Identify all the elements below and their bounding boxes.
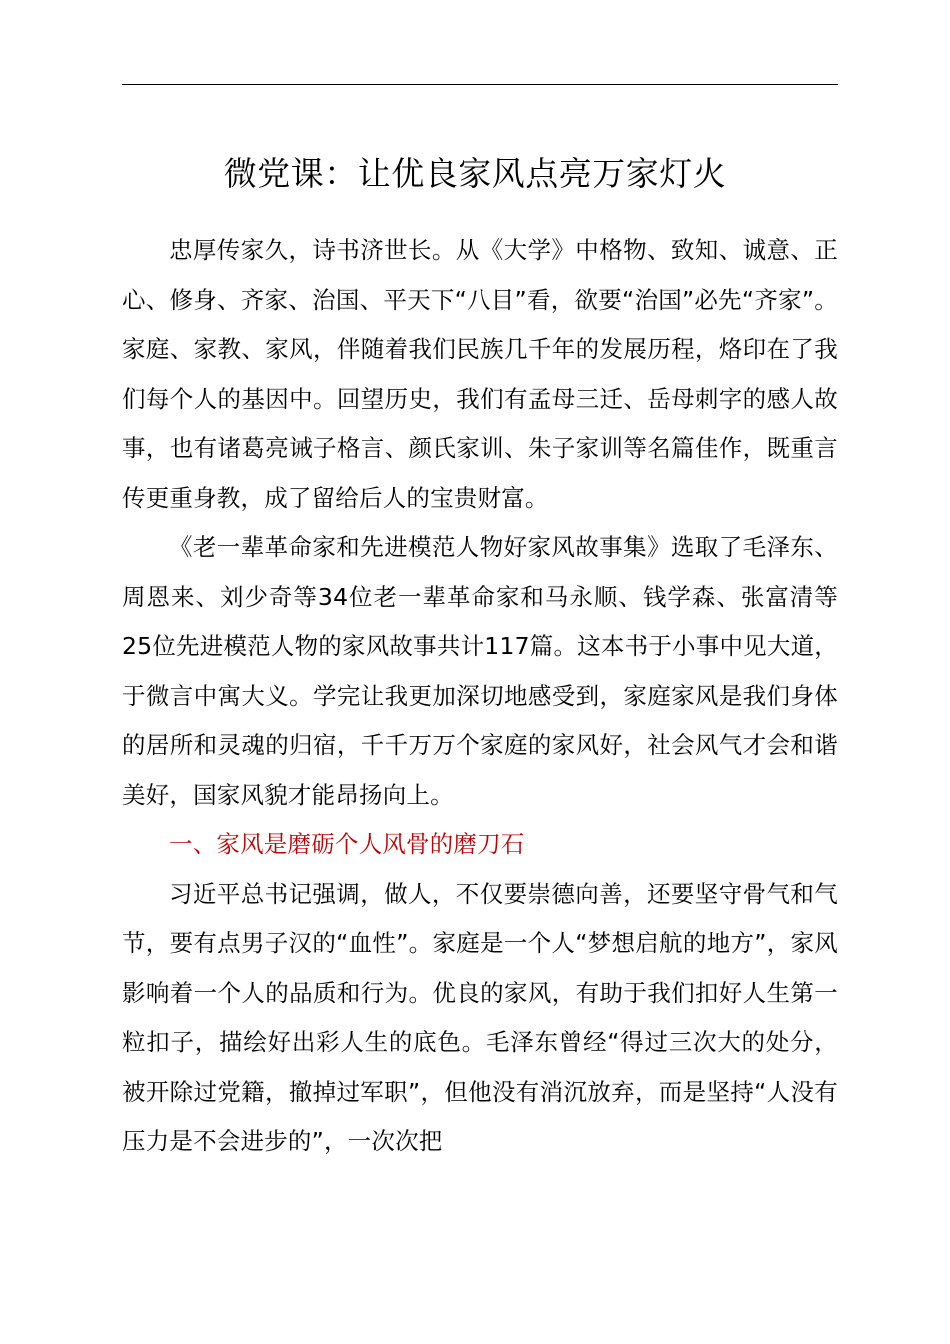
document-title: 微党课：让优良家风点亮万家灯火 (223, 154, 727, 193)
header-rule (122, 84, 838, 85)
paragraph-intro: 忠厚传家久，诗书济世长。从《大学》中格物、致知、诚意、正心、修身、齐家、治国、平天下“八目”看，欲要“治国”必先“齐家”。家庭、家教、家风，伴随着我们民族几千年的发展历程，烙印在了我们每个人的基因中。回望历史，我们有孟母三迁、岳母刺字的感人故事，也有诸葛亮诫子格言、颜氏家训、朱子家训等名篇佳作，既重言传更重身教，成了留给后人的宝贵财富。 (122, 236, 838, 512)
paragraph-section-one: 习近平总书记强调，做人，不仅要崇德向善，还要坚守骨气和气节，要有点男子汉的“血性”。家庭是一个人“梦想启航的地方”，家风影响着一个人的品质和行为。优良的家风，有助于我们扣好人生第一粒扣子，描绘好出彩人生的底色。毛泽东曾经“得过三次大的处分，被开除过党籍，撤掉过军职”，但他没有消沉放弃，而是坚持“人没有压力是不会进步的”，一次次把 (122, 879, 838, 1155)
section-heading: 一、家风是磨砺个人风骨的磨刀石 (169, 830, 525, 858)
paragraph-book: 《老一辈革命家和先进模范人物好家风故事集》选取了毛泽东、周恩来、刘少奇等34位老一辈革命家和马永顺、钱学森、张富清等25位先进模范人物的家风故事共计117篇。这本书于小事中见大道，于微言中寓大义。学完让我更加深切地感受到，家庭家风是我们身体的居所和灵魂的归宿，千千万万个家庭的家风好，社会风气才会和谐美好，国家风貌才能昂扬向上。 (122, 533, 838, 809)
document-body (122, 226, 838, 1167)
